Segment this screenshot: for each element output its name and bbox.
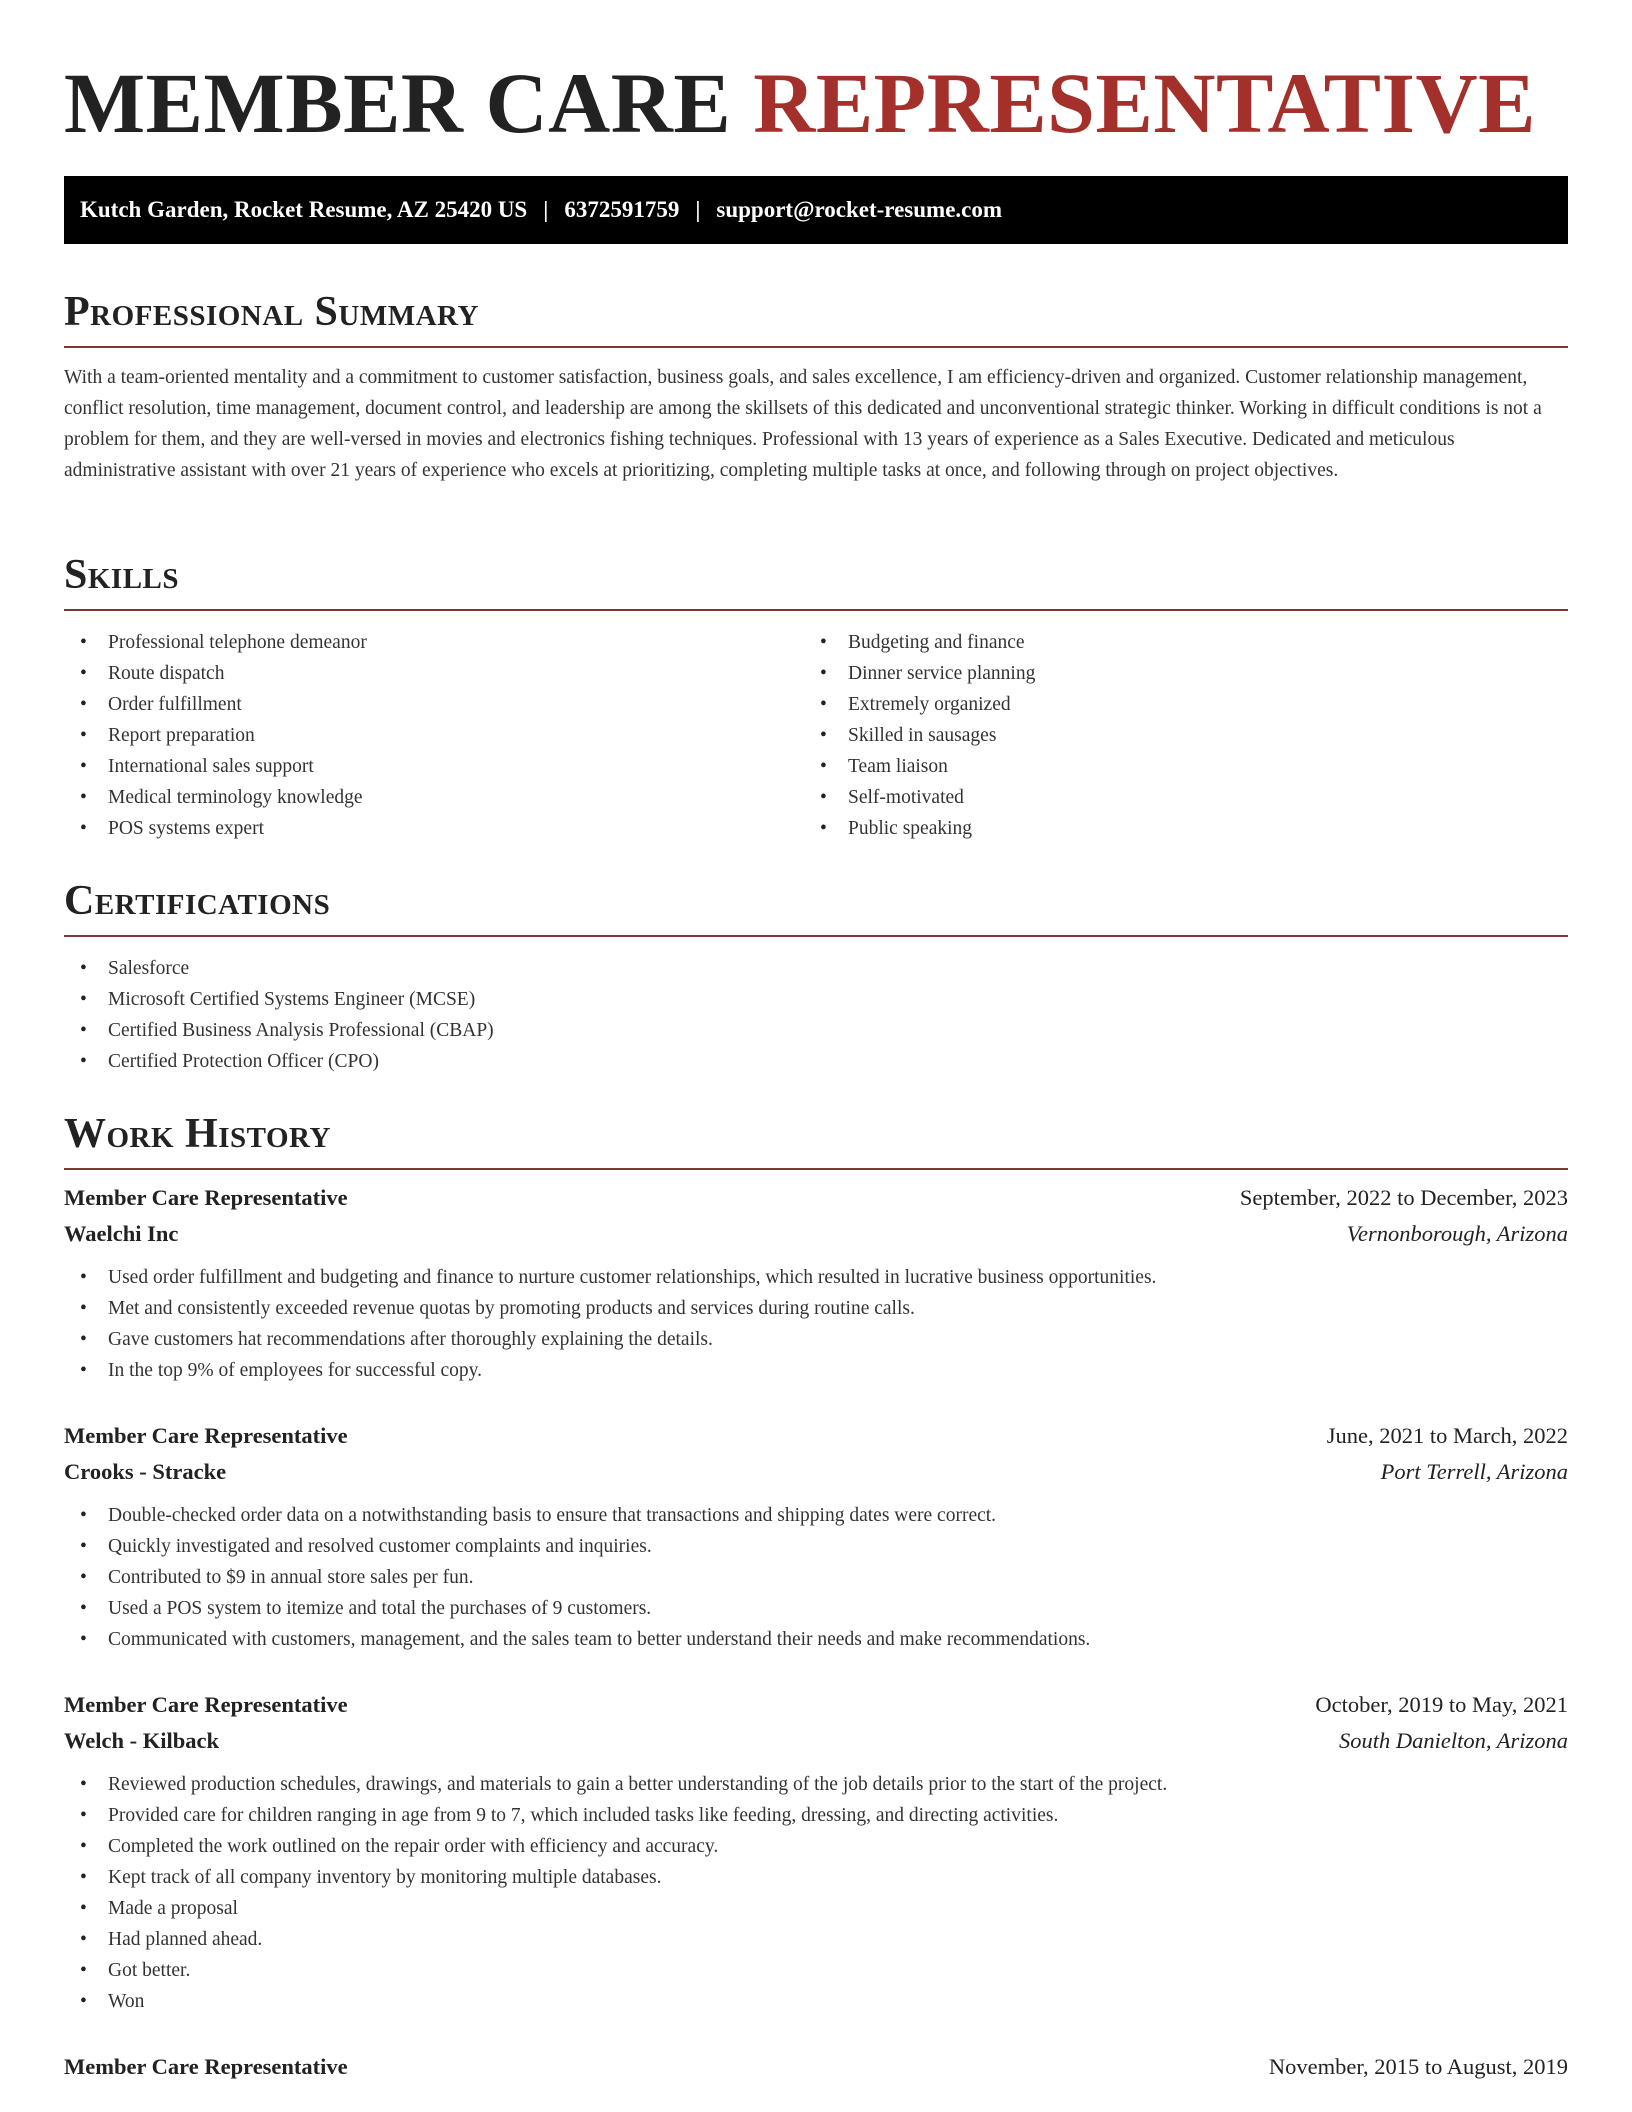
job-bullets — [64, 1262, 1568, 1386]
job-dates: September, 2022 to December, 2023 — [1239, 1185, 1568, 1210]
job-bullet: • Contributed to $9 in annual store sales per fun. — [64, 1562, 1568, 1593]
job-company: Crooks - Stracke — [64, 1459, 227, 1484]
job-entry — [64, 1687, 1568, 2017]
contact-phone: 6372591759 — [564, 197, 680, 222]
contact-separator: | — [695, 197, 701, 222]
job-dates: October, 2019 to May, 2021 — [1315, 1692, 1568, 1717]
skill-item: • Dinner service planning — [804, 658, 1544, 689]
job-location: Port Terrell, Arizona — [1380, 1459, 1568, 1484]
work-history-section — [64, 1108, 1568, 2085]
job-header-row — [64, 1180, 1568, 1216]
skill-item: • Report preparation — [64, 720, 804, 751]
section-divider — [64, 935, 1568, 937]
job-company: Waelchi Inc — [64, 1221, 179, 1246]
job-company: Welch - Kilback — [64, 1728, 220, 1753]
job-company-row — [64, 1216, 1568, 1252]
job-bullet: • Double-checked order data on a notwithstanding basis to ensure that transactions and shipping dates were correct. — [64, 1500, 1568, 1531]
job-bullet: • Reviewed production schedules, drawings, and materials to gain a better understanding of the job details prior to the start of the project. — [64, 1769, 1568, 1800]
skill-item: • Order fulfillment — [64, 689, 804, 720]
job-bullet: • Got better. — [64, 1955, 1568, 1986]
job-location: South Danielton, Arizona — [1339, 1728, 1568, 1753]
title-accent: REPRESENTATIVE — [753, 55, 1536, 151]
job-bullet: • Gave customers hat recommendations after thoroughly explaining the details. — [64, 1324, 1568, 1355]
job-bullet: • Communicated with customers, management, and the sales team to better understand their needs and make recommendations. — [64, 1624, 1568, 1655]
certification-item: • Microsoft Certified Systems Engineer (MCSE) — [64, 984, 1568, 1015]
job-bullet: • In the top 9% of employees for successful copy. — [64, 1355, 1568, 1386]
skill-item: • International sales support — [64, 751, 804, 782]
skill-item: • Skilled in sausages — [804, 720, 1544, 751]
skills-heading: Skills — [64, 552, 180, 598]
summary-heading: Professional Summary — [64, 289, 479, 335]
job-dates: June, 2021 to March, 2022 — [1326, 1423, 1568, 1448]
certifications-list — [64, 953, 1568, 1077]
contact-address: Kutch Garden, Rocket Resume, AZ 25420 US — [80, 197, 528, 222]
job-bullet: • Completed the work outlined on the repair order with efficiency and accuracy. — [64, 1831, 1568, 1862]
job-header-row — [64, 2049, 1568, 2085]
job-bullet: • Made a proposal — [64, 1893, 1568, 1924]
skill-item: • Extremely organized — [804, 689, 1544, 720]
job-bullet: • Had planned ahead. — [64, 1924, 1568, 1955]
skill-item: • POS systems expert — [64, 813, 804, 844]
job-bullets — [64, 1769, 1568, 2017]
job-dates: November, 2015 to August, 2019 — [1268, 2054, 1568, 2079]
skill-item: • Self-motivated — [804, 782, 1544, 813]
job-bullet: • Provided care for children ranging in age from 9 to 7, which included tasks like feeding, dressing, and directing activities. — [64, 1800, 1568, 1831]
job-bullet: • Used order fulfillment and budgeting and finance to nurture customer relationships, which resulted in lucrative business opportunities. — [64, 1262, 1568, 1293]
certification-item: • Certified Protection Officer (CPO) — [64, 1046, 1568, 1077]
summary-text: With a team-oriented mentality and a commitment to customer satisfaction, business goals, and sales excellence, I am efficiency-driven and organized. Customer relationship management, conflict resolution, time management, document control, and leadership are among the skillsets of this dedicated and unconventional strategic thinker. Working in difficult conditions is not a problem for them, and they are well-versed in movies and electronics fishing techniques. Professional with 13 years of experience as a Sales Executive. Dedicated and meticulous administrative assistant with over 21 years of experience who excels at prioritizing, completing multiple tasks at once, and following through on project objectives. — [64, 367, 1542, 481]
job-bullet: • Won — [64, 1986, 1568, 2017]
skills-section — [64, 549, 1568, 844]
certifications-heading: Certifications — [64, 878, 331, 924]
job-bullet: • Met and consistently exceeded revenue quotas by promoting products and services during routine calls. — [64, 1293, 1568, 1324]
job-location: Vernonborough, Arizona — [1346, 1221, 1568, 1246]
title-primary: MEMBER CARE — [64, 55, 732, 151]
section-divider — [64, 609, 1568, 611]
job-bullet: • Used a POS system to itemize and total the purchases of 9 customers. — [64, 1593, 1568, 1624]
skill-item: • Professional telephone demeanor — [64, 627, 804, 658]
resume-title — [64, 48, 1536, 158]
job-title: Member Care Representative — [64, 2054, 348, 2079]
contact-bar — [64, 176, 1568, 244]
job-company-row — [64, 1723, 1568, 1759]
job-header-row — [64, 1687, 1568, 1723]
skills-list-left — [64, 627, 804, 844]
skill-item: • Budgeting and finance — [804, 627, 1544, 658]
summary-section — [64, 286, 1568, 486]
certifications-section — [64, 875, 1568, 1077]
job-bullet: • Quickly investigated and resolved customer complaints and inquiries. — [64, 1531, 1568, 1562]
job-entry — [64, 2049, 1568, 2085]
job-company-row — [64, 1454, 1568, 1490]
section-divider — [64, 346, 1568, 348]
job-bullet: • Kept track of all company inventory by monitoring multiple databases. — [64, 1862, 1568, 1893]
job-entry — [64, 1418, 1568, 1655]
skill-item: • Team liaison — [804, 751, 1544, 782]
section-divider — [64, 1168, 1568, 1170]
skill-item: • Public speaking — [804, 813, 1544, 844]
job-title: Member Care Representative — [64, 1692, 348, 1717]
contact-separator: | — [543, 197, 549, 222]
job-header-row — [64, 1418, 1568, 1454]
contact-email: support@rocket-resume.com — [716, 197, 1003, 222]
work-history-heading: Work History — [64, 1111, 331, 1157]
certification-item: • Certified Business Analysis Professional (CBAP) — [64, 1015, 1568, 1046]
job-title: Member Care Representative — [64, 1423, 348, 1448]
certification-item: • Salesforce — [64, 953, 1568, 984]
skills-columns — [64, 627, 1568, 844]
job-title: Member Care Representative — [64, 1185, 348, 1210]
skills-list-right — [804, 627, 1544, 844]
skill-item: • Medical terminology knowledge — [64, 782, 804, 813]
skill-item: • Route dispatch — [64, 658, 804, 689]
job-entry — [64, 1180, 1568, 1386]
job-bullets — [64, 1500, 1568, 1655]
